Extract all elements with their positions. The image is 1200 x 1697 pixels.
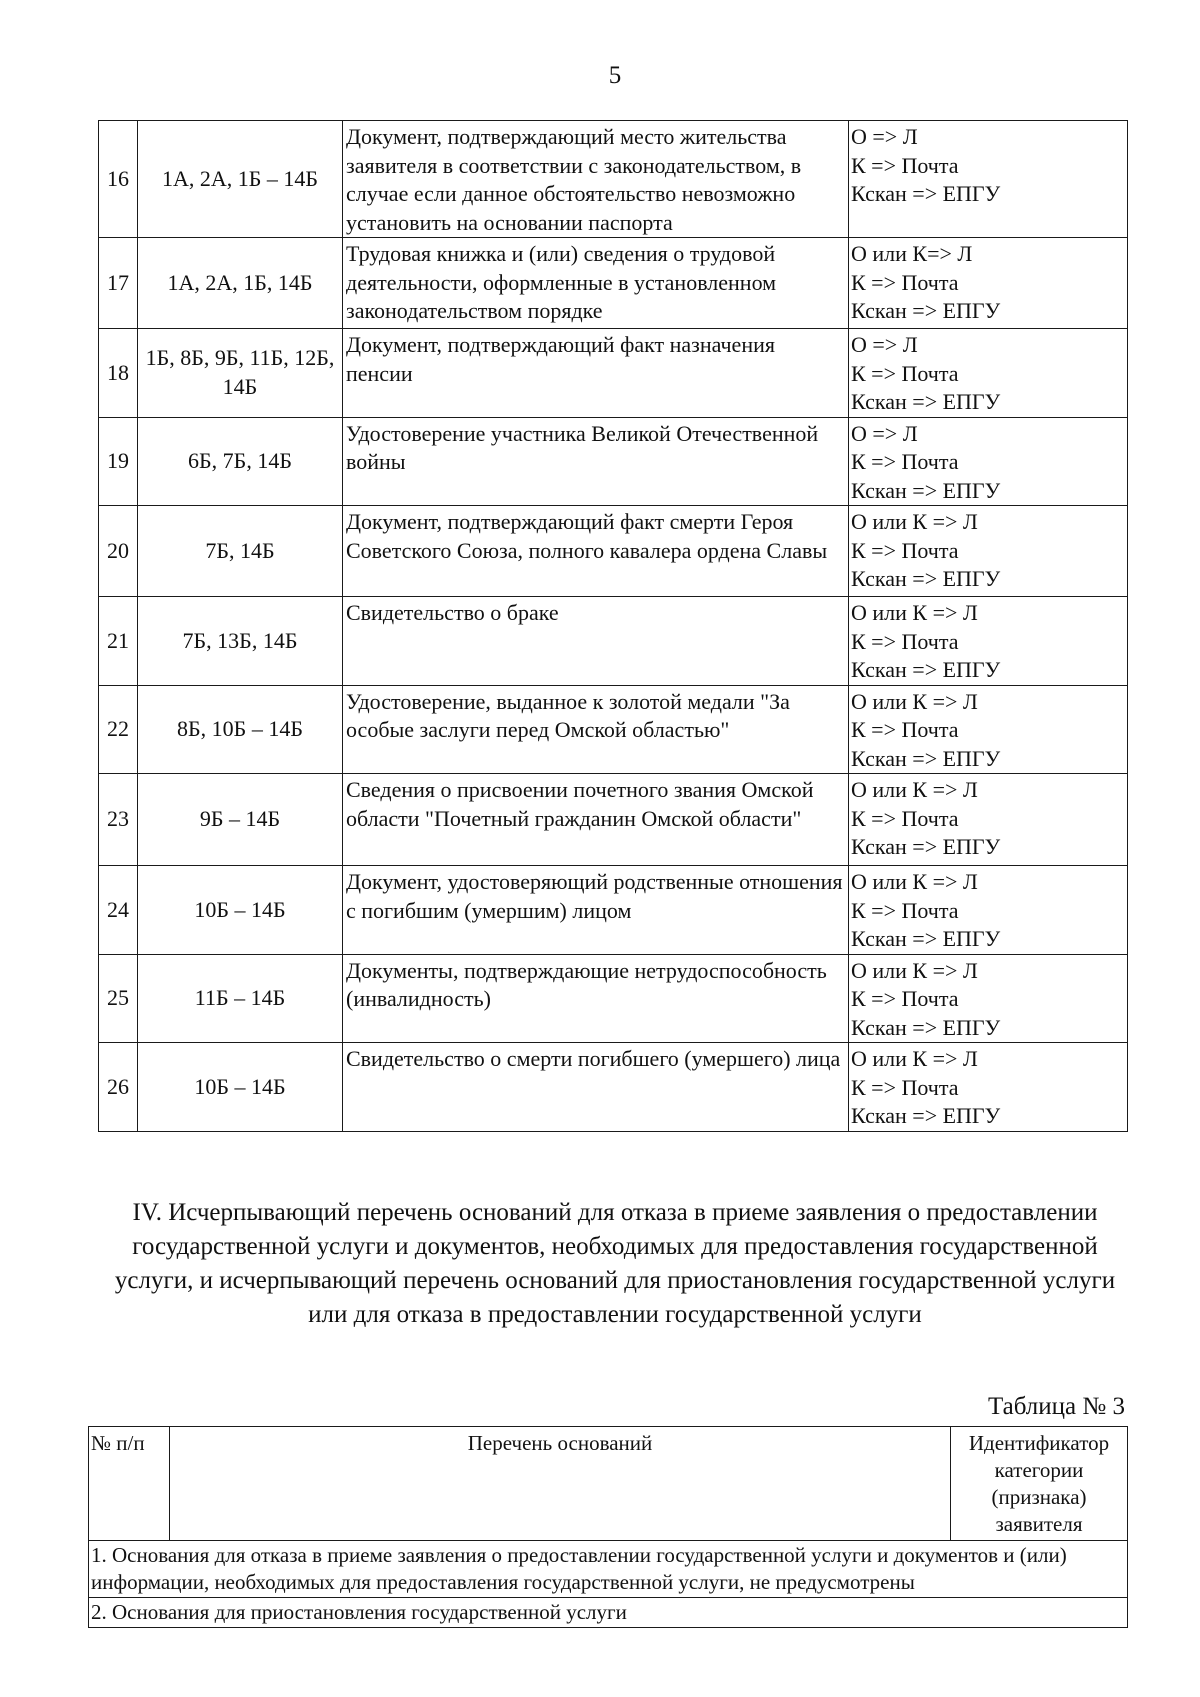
submission-mode-line: К => Почта (851, 805, 959, 831)
grounds-row-suspension: 2. Основания для приостановления государственной услуги (89, 1598, 1128, 1628)
row-number: 24 (99, 866, 138, 955)
table-row (99, 954, 1128, 1043)
row-submission-mode (849, 506, 1128, 597)
submission-mode-line: Кскан => ЕПГУ (851, 181, 1001, 206)
row-number: 18 (99, 329, 138, 418)
submission-mode-line: Кскан => ЕПГУ (851, 477, 1001, 503)
submission-mode-line: О => Л (851, 124, 918, 149)
row-document: Документ, подтверждающий факт назначения пенсии (343, 329, 849, 418)
row-number: 21 (99, 597, 138, 686)
submission-mode-line: Кскан => ЕПГУ (851, 926, 1001, 951)
row-categories: 1А, 2А, 1Б, 14Б (138, 238, 343, 329)
table-row (99, 866, 1128, 955)
row-submission-mode (849, 329, 1128, 418)
table-row (99, 417, 1128, 506)
row-document: Трудовая книжка и (или) сведения о трудовой деятельности, оформленные в установленном законодательством порядке (343, 238, 849, 329)
table-row (99, 121, 1128, 238)
row-submission-mode (849, 1043, 1128, 1132)
row-number: 26 (99, 1043, 138, 1132)
documents-table (98, 120, 1128, 1132)
row-document: Удостоверение, выданное к золотой медали "За особые заслуги перед Омской областью" (343, 685, 849, 774)
table-row (99, 329, 1128, 418)
submission-mode-line: К => Почта (851, 269, 959, 295)
submission-mode-line: Кскан => ЕПГУ (851, 1103, 1001, 1128)
grounds-table-row (89, 1598, 1128, 1628)
submission-mode-line: Кскан => ЕПГУ (851, 566, 1001, 591)
row-submission-mode (849, 954, 1128, 1043)
submission-mode-line: К => Почта (851, 628, 959, 654)
grounds-table-header-row (89, 1427, 1128, 1541)
row-number: 20 (99, 506, 138, 597)
row-document: Документ, подтверждающий место жительства заявителя в соответствии с законодательством, в случае если данное обстоятельство невозможно установить на основании паспорта (343, 121, 849, 238)
row-submission-mode (849, 121, 1128, 238)
submission-mode-line: О или К => Л (851, 509, 978, 534)
row-categories: 11Б – 14Б (138, 954, 343, 1043)
submission-mode-line: К => Почта (851, 152, 959, 178)
row-number: 25 (99, 954, 138, 1043)
row-document: Свидетельство о смерти погибшего (умершего) лица (343, 1043, 849, 1132)
table-row (99, 506, 1128, 597)
row-categories: 10Б – 14Б (138, 1043, 343, 1132)
submission-mode-line: О или К=> Л (851, 241, 973, 266)
row-number: 23 (99, 774, 138, 866)
header-applicant-category-id: Идентификатор категории (признака) заявителя (951, 1427, 1128, 1541)
row-document: Удостоверение участника Великой Отечественной войны (343, 417, 849, 506)
row-categories: 10Б – 14Б (138, 866, 343, 955)
table-row (99, 1043, 1128, 1132)
table-row (99, 597, 1128, 686)
header-grounds-list: Перечень оснований (170, 1427, 951, 1541)
row-number: 22 (99, 685, 138, 774)
submission-mode-line: О или К => Л (851, 688, 978, 714)
submission-mode-line: Кскан => ЕПГУ (851, 834, 1001, 859)
grounds-row-refusal: 1. Основания для отказа в приеме заявления о предоставлении государственной услуги и документов и (или) информации, необходимых для предоставления государственной услуги, не предусмотрены (89, 1541, 1128, 1598)
submission-mode-line: К => Почта (851, 360, 959, 386)
table-row (99, 238, 1128, 329)
submission-mode-line: О или К => Л (851, 869, 978, 894)
submission-mode-line: Кскан => ЕПГУ (851, 1014, 1001, 1040)
row-document: Свидетельство о браке (343, 597, 849, 686)
submission-mode-line: К => Почта (851, 449, 959, 474)
table-caption: Таблица № 3 (987, 1393, 1125, 1420)
submission-mode-line: Кскан => ЕПГУ (851, 389, 1001, 414)
row-categories: 1Б, 8Б, 9Б, 11Б, 12Б, 14Б (138, 329, 343, 418)
grounds-table (88, 1426, 1128, 1628)
row-number: 16 (99, 121, 138, 238)
row-document: Документы, подтверждающие нетрудоспособность (инвалидность) (343, 954, 849, 1043)
table-row (99, 685, 1128, 774)
submission-mode-line: К => Почта (851, 537, 959, 563)
page-number: 5 (608, 62, 622, 89)
row-categories: 8Б, 10Б – 14Б (138, 685, 343, 774)
row-categories: 9Б – 14Б (138, 774, 343, 866)
row-number: 19 (99, 417, 138, 506)
submission-mode-line: О => Л (851, 332, 918, 357)
row-document: Документ, удостоверяющий родственные отношения с погибшим (умершим) лицом (343, 866, 849, 955)
row-submission-mode (849, 685, 1128, 774)
submission-mode-line: О или К => Л (851, 600, 978, 625)
submission-mode-line: Кскан => ЕПГУ (851, 745, 1001, 771)
row-categories: 7Б, 13Б, 14Б (138, 597, 343, 686)
row-categories: 6Б, 7Б, 14Б (138, 417, 343, 506)
submission-mode-line: К => Почта (851, 1074, 959, 1100)
submission-mode-line: К => Почта (851, 897, 959, 923)
submission-mode-line: О или К => Л (851, 957, 978, 983)
grounds-table-row (89, 1541, 1128, 1598)
header-num: № п/п (89, 1427, 170, 1541)
submission-mode-line: О или К => Л (851, 1046, 978, 1071)
submission-mode-line: О или К => Л (851, 777, 978, 802)
row-submission-mode (849, 238, 1128, 329)
submission-mode-line: К => Почта (851, 986, 959, 1011)
row-categories: 1А, 2А, 1Б – 14Б (138, 121, 343, 238)
submission-mode-line: К => Почта (851, 717, 959, 742)
table-row (99, 774, 1128, 866)
documents-table-body (99, 121, 1128, 1132)
row-submission-mode (849, 866, 1128, 955)
row-categories: 7Б, 14Б (138, 506, 343, 597)
submission-mode-line: Кскан => ЕПГУ (851, 298, 1001, 323)
submission-mode-line: Кскан => ЕПГУ (851, 657, 1001, 682)
submission-mode-line: О => Л (851, 420, 918, 446)
row-submission-mode (849, 597, 1128, 686)
row-number: 17 (99, 238, 138, 329)
row-submission-mode (849, 774, 1128, 866)
row-document: Сведения о присвоении почетного звания Омской области "Почетный гражданин Омской области" (343, 774, 849, 866)
row-submission-mode (849, 417, 1128, 506)
row-document: Документ, подтверждающий факт смерти Героя Советского Союза, полного кавалера ордена Славы (343, 506, 849, 597)
section-heading: IV. Исчерпывающий перечень оснований для отказа в приеме заявления о предоставлении государственной услуги и документов, необходимых для предоставления государственной услуги, и исчерпывающий перечень оснований для приостановления государственной услуги или для отказа в предоставлении государственной услуги (114, 1199, 1116, 1328)
